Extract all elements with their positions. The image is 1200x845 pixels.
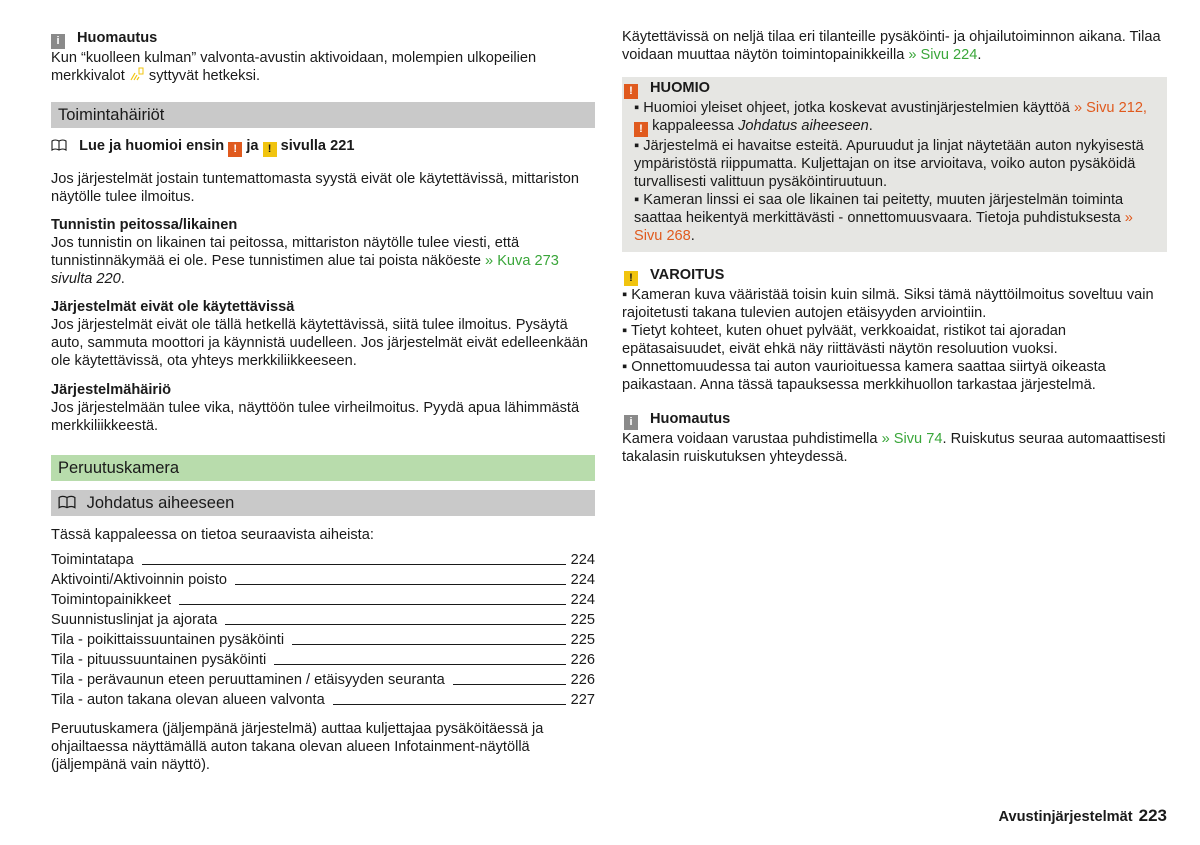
faults-intro: Jos järjestelmät jostain tuntemattomasta syystä eivät ole käytettävissä, mittariston näytölle tulee ilmoitus. [51,171,580,205]
note-huomautus [51,29,595,85]
link-sivu-212[interactable]: » Sivu 212, [1073,100,1147,116]
toc-leader [235,584,566,585]
sysfault-text: Jos järjestelmään tulee vika, näyttöön tulee virheilmoitus. Pyydä apua lähimmästä merkkiliikkeestä. [51,400,580,434]
huomio-bullet: ▪ Huomioi yleiset ohjeet, jotka koskevat avustinjärjestelmien käyttöä » Sivu 212, ! kappaleessa Johdatus aiheeseen. [634,100,1147,135]
warning-icon: ! [634,122,648,137]
huomio-box [622,77,1167,252]
toc-leader [142,564,566,565]
unavailable-text: Jos järjestelmät eivät ole tällä hetkellä käytettävissä, siitä tulee ilmoitus. Pysäytä auto, sammuta moottori ja käynnistä uudelleen. Jos järjestelmät eivät edelleenkään ole käytettävissä, ota yhteys merkkiliikkeeseen. [51,317,589,369]
link-kuva-273[interactable]: » Kuva 273 [485,253,559,269]
toc-leader [292,644,566,645]
note-heading: Huomautus [77,30,158,46]
toc-row[interactable]: Toimintatapa 224 [51,552,595,568]
sysfault-heading: Järjestelmähäiriö [51,382,172,398]
mirror-light-icon [129,67,145,81]
toc-row[interactable]: Suunnistuslinjat ja ajorata 225 [51,612,595,628]
toc-row[interactable]: Toimintopainikkeet 224 [51,592,595,608]
varoitus-bullet: ▪ Onnettomuudessa tai auton vaurioituessa kamera saattaa siirtyä oikeasta paikastaan. Anna tässä tapauksessa merkkihuollon tarkastaa järjestelmä. [622,359,1106,393]
info-icon: i [624,415,638,430]
link-sivu-268[interactable]: » Sivu 268 [634,210,1133,244]
toc-row[interactable]: Tila - poikittaissuuntainen pysäköinti 225 [51,632,595,648]
info-icon: i [51,34,65,49]
warning-icon: ! [624,84,638,99]
link-sivu-224[interactable]: » Sivu 224 [908,47,978,63]
camera-text: Peruutuskamera (jäljempänä järjestelmä) auttaa kuljettajaa pysäköitäessä ja ohjailtaessa näyttämällä auton takana olevan alueen Infotainment-näytöllä (jäljempänä vain näyttö). [51,721,544,773]
page-number: 223 [1138,806,1167,825]
toc-leader [333,704,566,705]
varoitus-bullet: ▪ Kameran kuva vääristää toisin kuin silmä. Siksi tämä näyttöilmoitus soveltuu vain rajoitetusti takana tulevien autojen etäisyyden arviointiin. [622,287,1154,321]
huomio-bullet: ▪ Järjestelmä ei havaitse esteitä. Apuruudut ja linjat näytetään auton nykyisestä ympäristöstä riippumatta. Kuljettajan on itse arvioitava, voiko auton pysäköidä turvallisesti valittuun pysäköintiruutuun. [634,138,1144,190]
section-heading-faults: Toimintahäiriöt [51,102,595,128]
sensor-text: Jos tunnistin on likainen tai peitossa, mittariston näytölle tulee viesti, että tunnistinnäkymää ei ole. Pese tunnistimen alue tai poista näköeste » Kuva 273 sivulta 220. [51,235,559,287]
toc-intro: Tässä kappaleessa on tietoa seuraavista aiheista: [51,527,374,543]
note-heading: Huomautus [650,411,731,427]
book-icon [51,139,67,151]
note-text: Kun “kuolleen kulman” valvonta-avustin aktivoidaan, molempien ulkopeilien merkkivalot syttyvät hetkeksi. [51,50,537,84]
section-heading-camera: Peruutuskamera [51,455,595,481]
toc-row[interactable]: Aktivointi/Aktivoinnin poisto 224 [51,572,595,588]
modes-text: Käytettävissä on neljä tilaa eri tilanteille pysäköinti- ja ohjailutoiminnon aikana. Tilaa voidaan muuttaa näytön toimintopainikkeilla » Sivu 224. [622,29,1161,63]
footer-section: Avustinjärjestelmät [998,809,1133,825]
read-first-line: Lue ja huomioi ensin ! ja ! sivulla 221 [51,137,595,157]
toc-row[interactable]: Tila - perävaunun eteen peruuttaminen / etäisyyden seuranta 226 [51,672,595,688]
varoitus-block [622,266,1167,394]
page-footer [999,806,1167,826]
varoitus-heading: VAROITUS [650,267,725,283]
section-heading-intro: Johdatus aiheeseen [51,490,595,516]
note-text: Kamera voidaan varustaa puhdistimella » Sivu 74. Ruiskutus seuraa automaattisesti takalasin ruiskutuksen yhteydessä. [622,431,1166,465]
book-icon [58,495,76,509]
toc-leader [225,624,565,625]
toc-list [51,550,595,710]
sensor-block [51,216,595,288]
caution-icon: ! [263,142,277,157]
unavailable-block [51,298,595,370]
toc-row[interactable]: Tila - auton takana olevan alueen valvonta 227 [51,692,595,708]
link-sivu-74[interactable]: » Sivu 74 [881,431,943,447]
huomio-heading: HUOMIO [650,80,710,96]
caution-icon: ! [624,271,638,286]
warning-icon: ! [228,142,242,157]
sensor-heading: Tunnistin peitossa/likainen [51,217,238,233]
toc-leader [453,684,566,685]
huomio-bullet: ▪ Kameran linssi ei saa ole likainen tai peitetty, muuten järjestelmän toiminta saattaa heikentyä merkittävästi - onnettomuusvaara. Tietoja puhdistuksesta » Sivu 268. [634,192,1133,244]
note-huomautus-2 [622,410,1167,466]
toc-leader [274,664,565,665]
unavailable-heading: Järjestelmät eivät ole käytettävissä [51,299,295,315]
toc-leader [179,604,566,605]
varoitus-bullet: ▪ Tietyt kohteet, kuten ohuet pylväät, verkkoaidat, ristikot tai ajoradan epätasaisuudet, eivät ehkä näy riittävästi näytön resoluution vuoksi. [622,323,1067,357]
toc-row[interactable]: Tila - pituussuuntainen pysäköinti 226 [51,652,595,668]
sysfault-block [51,381,595,435]
